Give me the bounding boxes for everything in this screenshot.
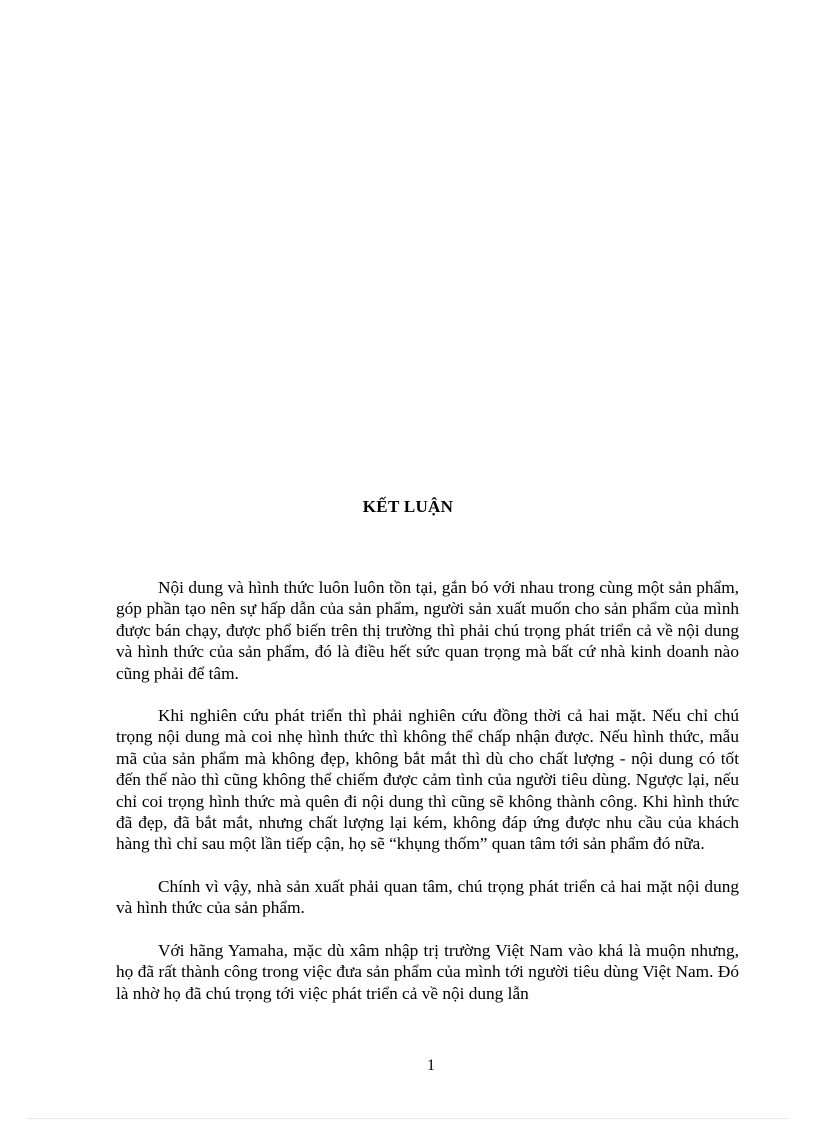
page-bottom-divider [28,1118,788,1119]
paragraph-2: Khi nghiên cứu phát triển thì phải nghiên cứu đồng thời cả hai mặt. Nếu chỉ chú trọng nội dung mà coi nhẹ hình thức thì không thể chấp nhận được. Nếu hình thức, mẫu mã của sản phẩm mà không đẹp, không bắt mắt thì dù cho chất lượng - nội dung có tốt đến thế nào thì cũng không thể chiếm được cảm tình của người tiêu dùng. Ngược lại, nếu chỉ coi trọng hình thức mà quên đi nội dung thì cũng sẽ không thành công. Khi hình thức đã đẹp, đã bắt mắt, nhưng chất lượng lại kém, không đáp ứng được nhu cầu của khách hàng thì chỉ sau một lần tiếp cận, họ sẽ “khụng thốm” quan tâm tới sản phẩm đó nữa. [116,706,739,854]
body-text [116,577,739,1025]
page-title: KẾT LUẬN [362,497,454,516]
page-number: 1 [427,1057,435,1074]
paragraph-3: Chính vì vậy, nhà sản xuất phải quan tâm, chú trọng phát triển cả hai mặt nội dung và hình thức của sản phẩm. [116,876,739,918]
paragraph-1: Nội dung và hình thức luôn luôn tồn tại, gắn bó với nhau trong cùng một sản phẩm, góp phần tạo nên sự hấp dẫn của sản phẩm, người sản xuất muốn cho sản phẩm của mình được bán chạy, được phổ biến trên thị trường thì phải chú trọng phát triển cả về nội dung và hình thức của sản phẩm, đó là điều hết sức quan trọng mà bất cứ nhà kinh doanh nào cũng phải để tâm. [116,578,739,683]
paragraph-4: Với hãng Yamaha, mặc dù xâm nhập trị trường Việt Nam vào khá là muộn nhưng, họ đã rất thành công trong việc đưa sản phẩm của mình tới người tiêu dùng Việt Nam. Đó là nhờ họ đã chú trọng tới việc phát triển cả về nội dung lẫn [116,940,739,1003]
